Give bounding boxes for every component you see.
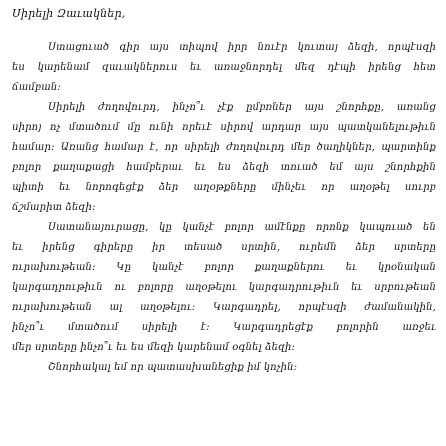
letter-line: ինչո՞ւ մտածում սիրելի է։ Կարգադրեցէք բոլորին առջեւ	[12, 322, 436, 333]
letter-line: Շնորհակալ եմ որ պատասխանեցիք իմ կոչին։	[48, 362, 298, 373]
letter-line: Ստացուած գիր այս տիպով իրր նուէր կուտայ ձեզի, որպէսզի	[48, 42, 436, 53]
letter-line: ուրախութեան։ Կը կանչէ բոլոր քաղաքներու եւ կրօնական	[12, 262, 436, 273]
letter-line: Սատանայուրացը, կը կանչէ բոլոր ամէնքը որոնք կապուած են	[48, 222, 436, 233]
letter-line: ճամբան։	[12, 82, 61, 93]
letter-line: համար։ Առանց համար է, որ սիրելի ժողովուրդ մեր ծաղիկներ, պարտինք	[12, 142, 436, 153]
letter-line: եւ իրենց գիրերը իր տեսած սրտին, ուրեմն ձեր սրտերը	[12, 242, 436, 253]
letter-line: Սիրելի ժողովուրդ, ինչո՞ւ չէք ըմբռներ այս շնորհքը, առանց	[48, 102, 436, 113]
letter-line: ճշմարիտ ձեզի։	[12, 202, 96, 213]
letter-salutation: Սիրելի Զաւակներ,	[12, 7, 126, 20]
letter-line: պիտի եւ նորոգեցէք ձեր աղօթքները մինչեւ որ աղօթել սուրբ	[12, 182, 436, 193]
letter-line: ուրախութեան ալ աղօթելու։ Կարգադրել, որպէսզի ժամանակին,	[12, 302, 436, 313]
letter-line: ես կարենամ զաւակներուս եւ առաջնորդել մեզ դէպի իրենց հետ	[12, 62, 436, 73]
letter-line: բոլոր քաղաքացի համբերաւ եւ ես ձեզի տուած եմ այս շնորհքին	[12, 162, 436, 173]
letter-body	[12, 38, 436, 378]
letter-line: մեր սրտերը ինչո՞ւ եւ ես մեզի կարենամ օգնել ձեզի։	[12, 342, 296, 353]
letter-line: սիրոյ ոչ մտածում մը ունի որեւէ սիրով արդար այս պատկանելութիւն	[12, 122, 436, 133]
letter-line: կարգադրութիւն ու բոլորը աղօթելու կարգադրութիւն եւ սրբութեան	[12, 282, 436, 293]
